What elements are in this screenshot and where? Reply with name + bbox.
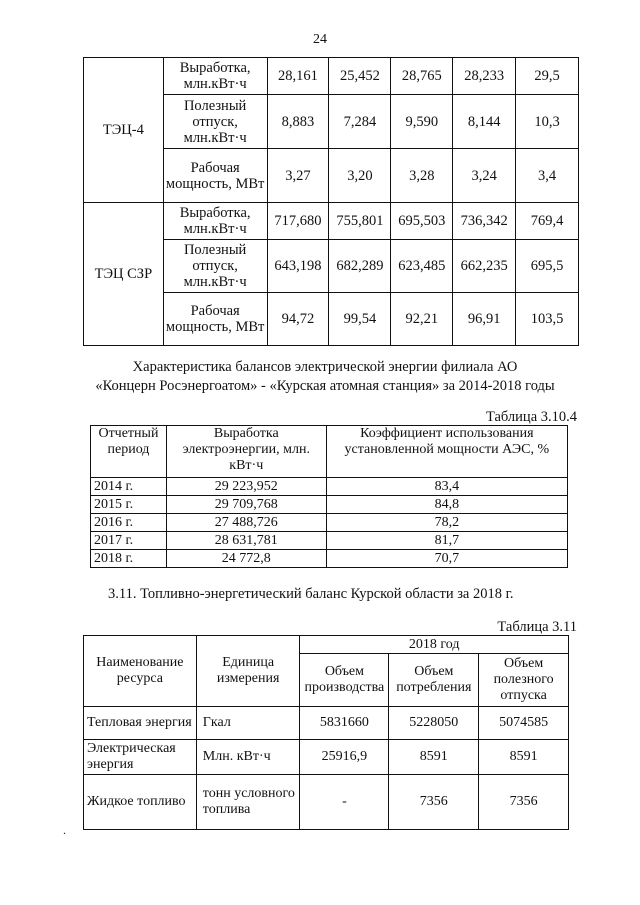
- table-cell: 7356: [479, 775, 569, 830]
- table-cell: Жидкое топливо: [84, 775, 197, 830]
- row-label: Выработка, млн.кВт·ч: [163, 203, 267, 240]
- npp-balance-table: [90, 425, 568, 568]
- column-header: Объем полезного отпуска: [479, 654, 569, 707]
- column-header: 2018 год: [300, 636, 569, 654]
- table-cell: 92,21: [391, 293, 453, 346]
- table-cell: 28,765: [391, 58, 453, 95]
- table-cell: 3,24: [453, 149, 516, 203]
- section-heading: 3.11. Топливно-энергетический баланс Курской области за 2018 г.: [108, 586, 514, 602]
- section-heading-line: «Концерн Росэнергоатом» - «Курская атомная станция» за 2014-2018 годы: [95, 378, 555, 394]
- table-cell: 8591: [389, 740, 479, 775]
- table-cell: 662,235: [453, 240, 516, 293]
- column-header: Единица измерения: [196, 636, 300, 707]
- table-cell: 3,20: [329, 149, 391, 203]
- row-label: Рабочая мощность, МВт: [163, 293, 267, 346]
- table-cell: 25916,9: [300, 740, 389, 775]
- table-caption: Таблица 3.10.4: [485, 409, 577, 425]
- column-header: Объем потребления: [389, 654, 479, 707]
- table-cell: 9,590: [391, 95, 453, 149]
- table-cell: 24 772,8: [166, 550, 326, 568]
- table-cell: 3,4: [516, 149, 579, 203]
- column-header: Объем производства: [300, 654, 389, 707]
- table-cell: 643,198: [267, 240, 329, 293]
- row-label: Полезный отпуск, млн.кВт·ч: [163, 240, 267, 293]
- table-cell: 5228050: [389, 707, 479, 740]
- table-cell: 94,72: [267, 293, 329, 346]
- table-cell: Гкал: [196, 707, 300, 740]
- table-cell: 695,5: [516, 240, 579, 293]
- section-heading: [60, 358, 590, 396]
- fuel-energy-balance-table: [83, 635, 569, 830]
- table-cell: 28,233: [453, 58, 516, 95]
- table-cell: 83,4: [326, 478, 567, 496]
- row-label: Рабочая мощность, МВт: [163, 149, 267, 203]
- table-cell: 81,7: [326, 532, 567, 550]
- table-cell: 70,7: [326, 550, 567, 568]
- table-cell: 7356: [389, 775, 479, 830]
- table-cell: 5074585: [479, 707, 569, 740]
- table-cell: 78,2: [326, 514, 567, 532]
- table-cell: 2018 г.: [91, 550, 167, 568]
- table-cell: 2014 г.: [91, 478, 167, 496]
- generation-table: [83, 57, 579, 346]
- column-header: Отчетный период: [91, 426, 167, 478]
- table-cell: тонн условного топлива: [196, 775, 300, 830]
- table-cell: 736,342: [453, 203, 516, 240]
- table-cell: 29 223,952: [166, 478, 326, 496]
- table-cell: Млн. кВт·ч: [196, 740, 300, 775]
- table-cell: 5831660: [300, 707, 389, 740]
- table-cell: 2015 г.: [91, 496, 167, 514]
- table-cell: 695,503: [391, 203, 453, 240]
- table-cell: 103,5: [516, 293, 579, 346]
- table-cell: Тепловая энергия: [84, 707, 197, 740]
- table-cell: Электрическая энергия: [84, 740, 197, 775]
- table-cell: 28 631,781: [166, 532, 326, 550]
- table-cell: 2017 г.: [91, 532, 167, 550]
- table-cell: 3,27: [267, 149, 329, 203]
- table-cell: 99,54: [329, 293, 391, 346]
- table-cell: 10,3: [516, 95, 579, 149]
- station-name: ТЭЦ-4: [84, 58, 164, 203]
- row-label: Полезный отпуск, млн.кВт·ч: [163, 95, 267, 149]
- table-cell: 84,8: [326, 496, 567, 514]
- table-cell: 8591: [479, 740, 569, 775]
- table-cell: 755,801: [329, 203, 391, 240]
- table-cell: 29 709,768: [166, 496, 326, 514]
- table-cell: 25,452: [329, 58, 391, 95]
- stray-mark: .: [63, 823, 66, 837]
- table-cell: 8,883: [267, 95, 329, 149]
- table-cell: -: [300, 775, 389, 830]
- table-cell: 29,5: [516, 58, 579, 95]
- table-cell: 8,144: [453, 95, 516, 149]
- table-cell: 769,4: [516, 203, 579, 240]
- page-number: 24: [313, 32, 327, 47]
- table-cell: 28,161: [267, 58, 329, 95]
- section-heading-line: Характеристика балансов электрической энергии филиала АО: [132, 359, 518, 375]
- table-cell: 3,28: [391, 149, 453, 203]
- table-cell: 2016 г.: [91, 514, 167, 532]
- column-header: Наименование ресурса: [84, 636, 197, 707]
- row-label: Выработка, млн.кВт·ч: [163, 58, 267, 95]
- column-header: Выработка электроэнергии, млн. кВт·ч: [166, 426, 326, 478]
- table-cell: 623,485: [391, 240, 453, 293]
- column-header: Коэффициент использования установленной мощности АЭС, %: [326, 426, 567, 478]
- table-cell: 27 488,726: [166, 514, 326, 532]
- table-cell: 717,680: [267, 203, 329, 240]
- table-cell: 7,284: [329, 95, 391, 149]
- table-cell: 96,91: [453, 293, 516, 346]
- station-name: ТЭЦ СЗР: [84, 203, 164, 346]
- table-caption: Таблица 3.11: [497, 619, 577, 635]
- table-cell: 682,289: [329, 240, 391, 293]
